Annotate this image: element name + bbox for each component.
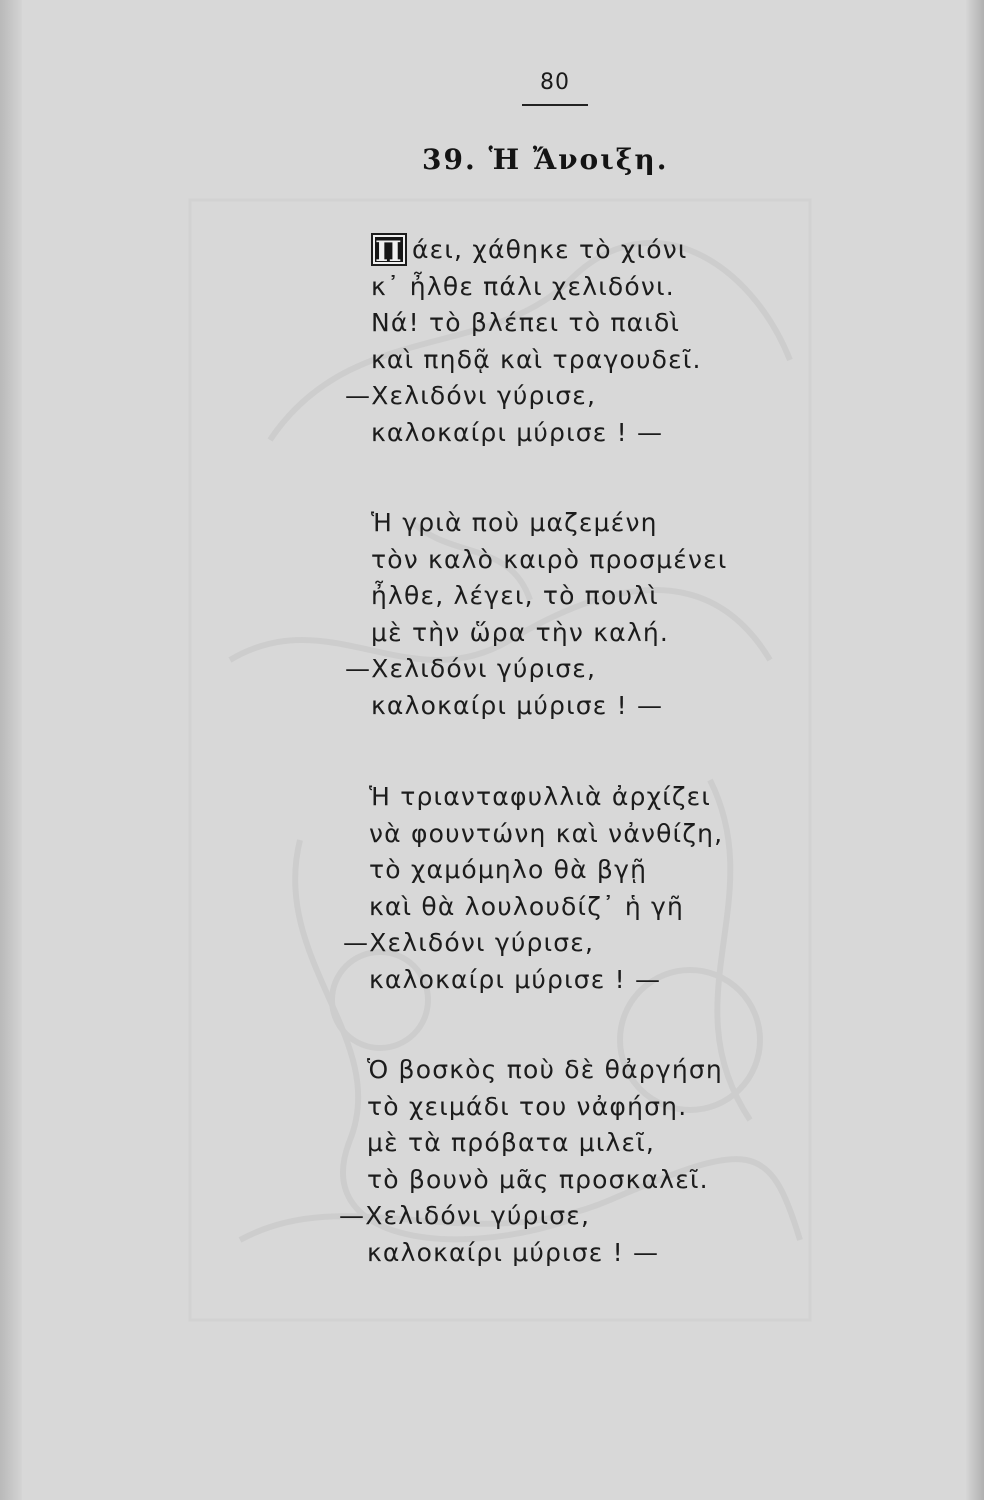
refrain-line: —Χελιδόνι γύρισε,	[345, 381, 597, 410]
refrain-line: καλοκαίρι μύρισε ! —	[371, 690, 664, 720]
poem-line: τὸν καλὸ καιρὸ προσμένει	[371, 544, 728, 574]
poem-line: καὶ θὰ λουλουδίζ᾽ ἡ γῆ	[369, 891, 685, 921]
poem-line: τὸ χαμόμηλο θὰ βγῇ	[369, 855, 648, 884]
stanza-2	[345, 505, 728, 724]
refrain-line: καλοκαίρι μύρισε ! —	[367, 1237, 660, 1267]
stanza-4	[339, 1052, 723, 1271]
refrain-line: καλοκαίρι μύρισε ! —	[369, 964, 662, 994]
poem-line: ἦλθε, λέγει, τὸ πουλὶ	[371, 581, 659, 610]
poem-line: Ἡ τριανταφυλλιὰ ἀρχίζει	[369, 782, 712, 811]
poem-title: 39. Ἡ Ἄνοιξη.	[422, 143, 669, 176]
stanza-1	[345, 232, 702, 451]
refrain-line: —Χελιδόνι γύρισε,	[345, 654, 597, 683]
poem-line: τὸ βουνὸ μᾶς προσκαλεῖ.	[367, 1164, 709, 1194]
poem-line: Ἡ γριὰ ποὺ μαζεμένη	[371, 508, 658, 537]
poem-line: καὶ πηδᾷ καὶ τραγουδεῖ.	[371, 344, 702, 374]
poem-line: κ᾽ ἦλθε πάλι χελιδόνι.	[371, 271, 675, 301]
refrain-line: —Χελιδόνι γύρισε,	[343, 928, 595, 957]
poem-line: μὲ τὰ πρόβατα μιλεῖ,	[367, 1128, 656, 1157]
refrain-line: —Χελιδόνι γύρισε,	[339, 1201, 591, 1230]
poem-line-text: άει, χάθηκε τὸ χιόνι	[412, 235, 688, 264]
poem-line	[371, 232, 702, 269]
page-number-rule	[522, 104, 588, 106]
stanza-3	[343, 779, 724, 998]
poem-line: Ὁ βοσκὸς ποὺ δὲ θἀργήση	[367, 1055, 723, 1084]
drop-cap	[371, 233, 407, 266]
poem-line: μὲ τὴν ὥρα τὴν καλή.	[371, 617, 670, 647]
poem-line: νὰ φουντώνη καὶ νἀνθίζη,	[369, 818, 724, 848]
poem-line: τὸ χειμάδι του νἀφήση.	[367, 1091, 688, 1121]
poem-line: Νά! τὸ βλέπει τὸ παιδὶ	[371, 308, 681, 337]
drop-cap-letter: Π	[375, 235, 403, 268]
page-number: 80	[540, 70, 570, 95]
refrain-line: καλοκαίρι μύρισε ! —	[371, 417, 664, 447]
